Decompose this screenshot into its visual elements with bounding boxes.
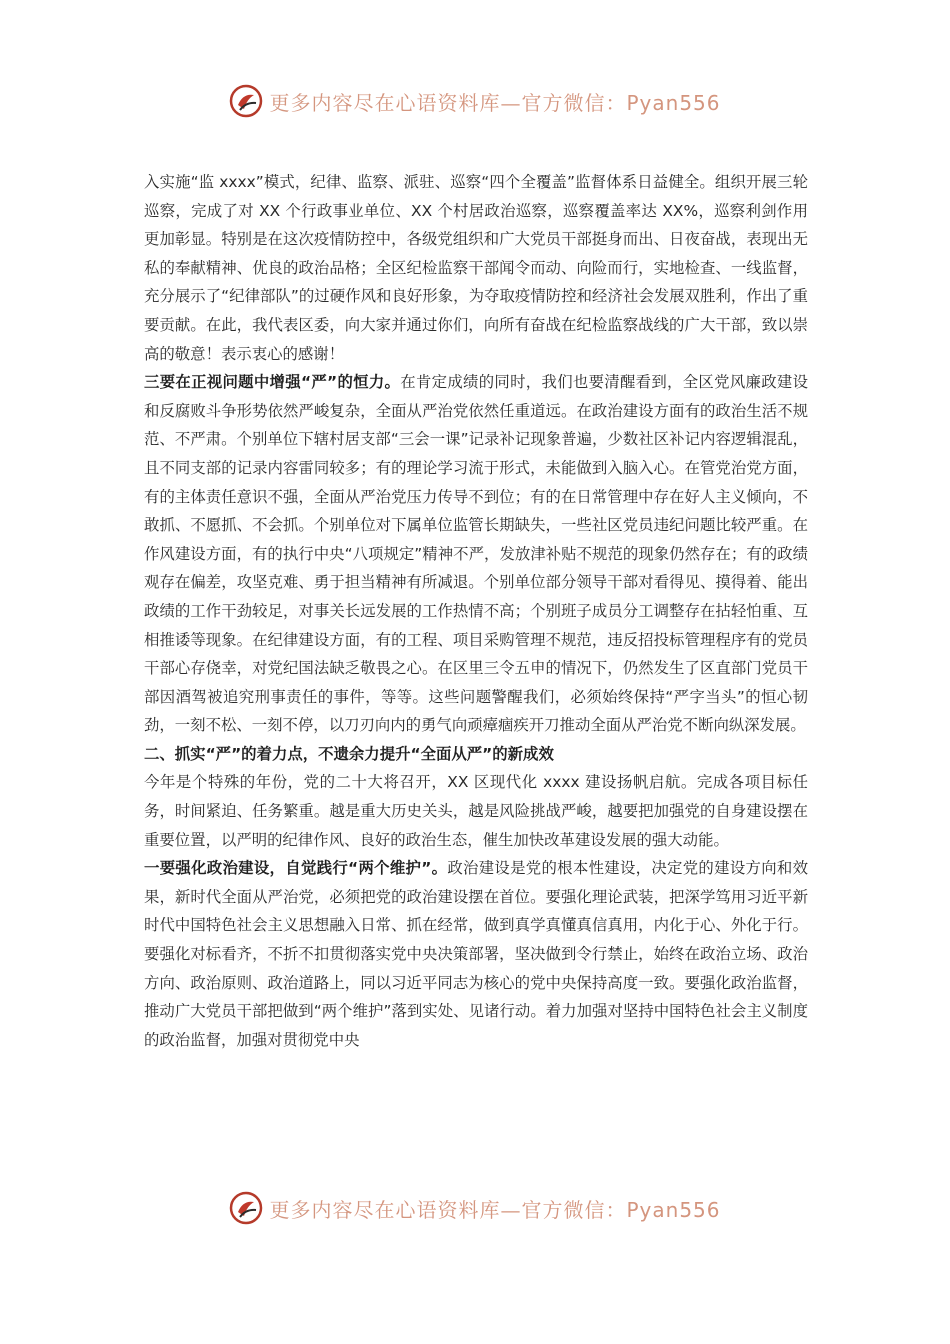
- header-banner: [0, 84, 950, 118]
- header-banner-text: 更多内容尽在心语资料库—官方微信：Pyan556: [269, 90, 721, 115]
- brand-logo-icon: [229, 84, 263, 118]
- paragraph-4-heading: 一要强化政治建设，自觉践行“两个维护”。: [144, 859, 448, 878]
- paragraph-4: [144, 854, 808, 1054]
- document-body: [144, 168, 808, 1054]
- paragraph-2-text: 在肯定成绩的同时，我们也要清醒看到，全区党风廉政建设和反腐败斗争形势依然严峻复杂，全面从严治党依然任重道远。在政治建设方面有的政治生活不规范、不严肃。个别单位下辖村居支部“三会一课”记录补记现象普遍，少数社区补记内容逻辑混乱，且不同支部的记录内容雷同较多；有的理论学习流于形式，未能做到入脑入心。在管党治党方面，有的主体责任意识不强，全面从严治党压力传导不到位；有的在日常管理中存在好人主义倾向，不敢抓、不愿抓、不会抓。个别单位对下属单位监管长期缺失，一些社区党员违纪问题比较严重。在作风建设方面，有的执行中央“八项规定”精神不严，发放津补贴不规范的现象仍然存在；有的政绩观存在偏差，攻坚克难、勇于担当精神有所减退。个别单位部分领导干部对看得见、摸得着、能出政绩的工作干劲较足，对事关长远发展的工作热情不高；个别班子成员分工调整存在拈轻怕重、互相推诿等现象。在纪律建设方面，有的工程、项目采购管理不规范，违反招投标管理程序有的党员干部心存侥幸，对党纪国法缺乏敬畏之心。在区里三令五申的情况下，仍然发生了区直部门党员干部因酒驾被追究刑事责任的事件，等等。这些问题警醒我们，必须始终保持“严字当头”的恒心韧劲，一刻不松、一刻不停，以刀刃向内的勇气向顽瘴痼疾开刀推动全面从严治党不断向纵深发展。: [144, 373, 808, 735]
- paragraph-1: 入实施“监 xxxx”模式，纪律、监察、派驻、巡察“四个全覆盖”监督体系日益健全。组织开展三轮巡察，完成了对 XX 个行政事业单位、XX 个村居政治巡察，巡察覆盖率达 XX%，巡察利剑作用更加彰显。特别是在这次疫情防控中，各级党组织和广大党员干部挺身而出、日夜奋战，表现出无私的奉献精神、优良的政治品格；全区纪检监察干部闻令而动、向险而行，实地检查、一线监督，充分展示了“纪律部队”的过硬作风和良好形象，为夺取疫情防控和经济社会发展双胜利，作出了重要贡献。在此，我代表区委，向大家并通过你们，向所有奋战在纪检监察战线的广大干部，致以崇高的敬意！表示衷心的感谢！: [144, 173, 808, 363]
- header-wechat-id: Pyan556: [626, 90, 721, 115]
- brand-logo-icon: [229, 1191, 263, 1225]
- paragraph-4-text: 政治建设是党的根本性建设，决定党的建设方向和效果，新时代全面从严治党，必须把党的政治建设摆在首位。要强化理论武装，把深学笃用习近平新时代中国特色社会主义思想融入日常、抓在经常，做到真学真懂真信真用，内化于心、外化于行。要强化对标看齐，不折不扣贯彻落实党中央决策部署，坚决做到令行禁止，始终在政治立场、政治方向、政治原则、政治道路上，同以习近平同志为核心的党中央保持高度一致。要强化政治监督，推动广大党员干部把做到“两个维护”落到实处、见诸行动。着力加强对坚持中国特色社会主义制度的政治监督，加强对贯彻党中央: [144, 859, 808, 1049]
- paragraph-2-heading: 三要在正视问题中增强“严”的恒力。: [144, 373, 401, 392]
- paragraph-3: 今年是个特殊的年份，党的二十大将召开，XX 区现代化 xxxx 建设扬帆启航。完成各项目标任务，时间紧迫、任务繁重。越是重大历史关头，越是风险挑战严峻，越要把加强党的自身建设摆在重要位置，以严明的纪律作风、良好的政治生态，催生加快改革建设发展的强大动能。: [144, 773, 808, 849]
- footer-wechat-id: Pyan556: [626, 1197, 721, 1222]
- section-heading-2: 二、抓实“严”的着力点，不遗余力提升“全面从严”的新成效: [144, 744, 554, 763]
- footer-banner-text: 更多内容尽在心语资料库—官方微信：Pyan556: [269, 1197, 721, 1222]
- footer-banner: [0, 1191, 950, 1225]
- paragraph-2: [144, 368, 808, 740]
